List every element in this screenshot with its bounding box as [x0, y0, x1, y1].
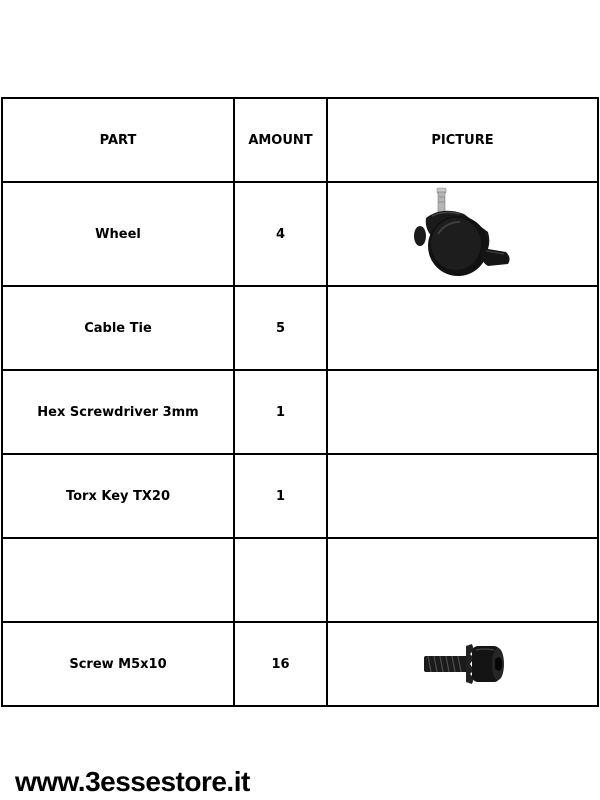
table-row — [2, 370, 598, 454]
screw-icon — [418, 642, 508, 686]
website-url: www.3essestore.it — [15, 766, 250, 797]
parts-table — [1, 97, 599, 707]
part-amount: 1 — [234, 370, 327, 454]
header-picture: PICTURE — [327, 98, 598, 182]
table-header-row — [2, 98, 598, 182]
part-amount: 4 — [234, 182, 327, 286]
part-picture — [327, 538, 598, 622]
part-picture — [327, 370, 598, 454]
table-row — [2, 286, 598, 370]
part-picture — [327, 454, 598, 538]
table-row — [2, 182, 598, 286]
part-picture — [327, 286, 598, 370]
table-row — [2, 538, 598, 622]
header-part: PART — [2, 98, 234, 182]
part-name: Hex Screwdriver 3mm — [2, 370, 234, 454]
part-amount: 16 — [234, 622, 327, 706]
part-picture — [327, 622, 598, 706]
caster-wheel-icon — [408, 186, 518, 282]
part-name — [2, 538, 234, 622]
part-amount — [234, 538, 327, 622]
part-amount: 1 — [234, 454, 327, 538]
part-name: Screw M5x10 — [2, 622, 234, 706]
header-amount: AMOUNT — [234, 98, 327, 182]
part-name: Wheel — [2, 182, 234, 286]
table-row — [2, 622, 598, 706]
part-amount: 5 — [234, 286, 327, 370]
table-row — [2, 454, 598, 538]
part-name: Cable Tie — [2, 286, 234, 370]
part-name: Torx Key TX20 — [2, 454, 234, 538]
part-picture — [327, 182, 598, 286]
